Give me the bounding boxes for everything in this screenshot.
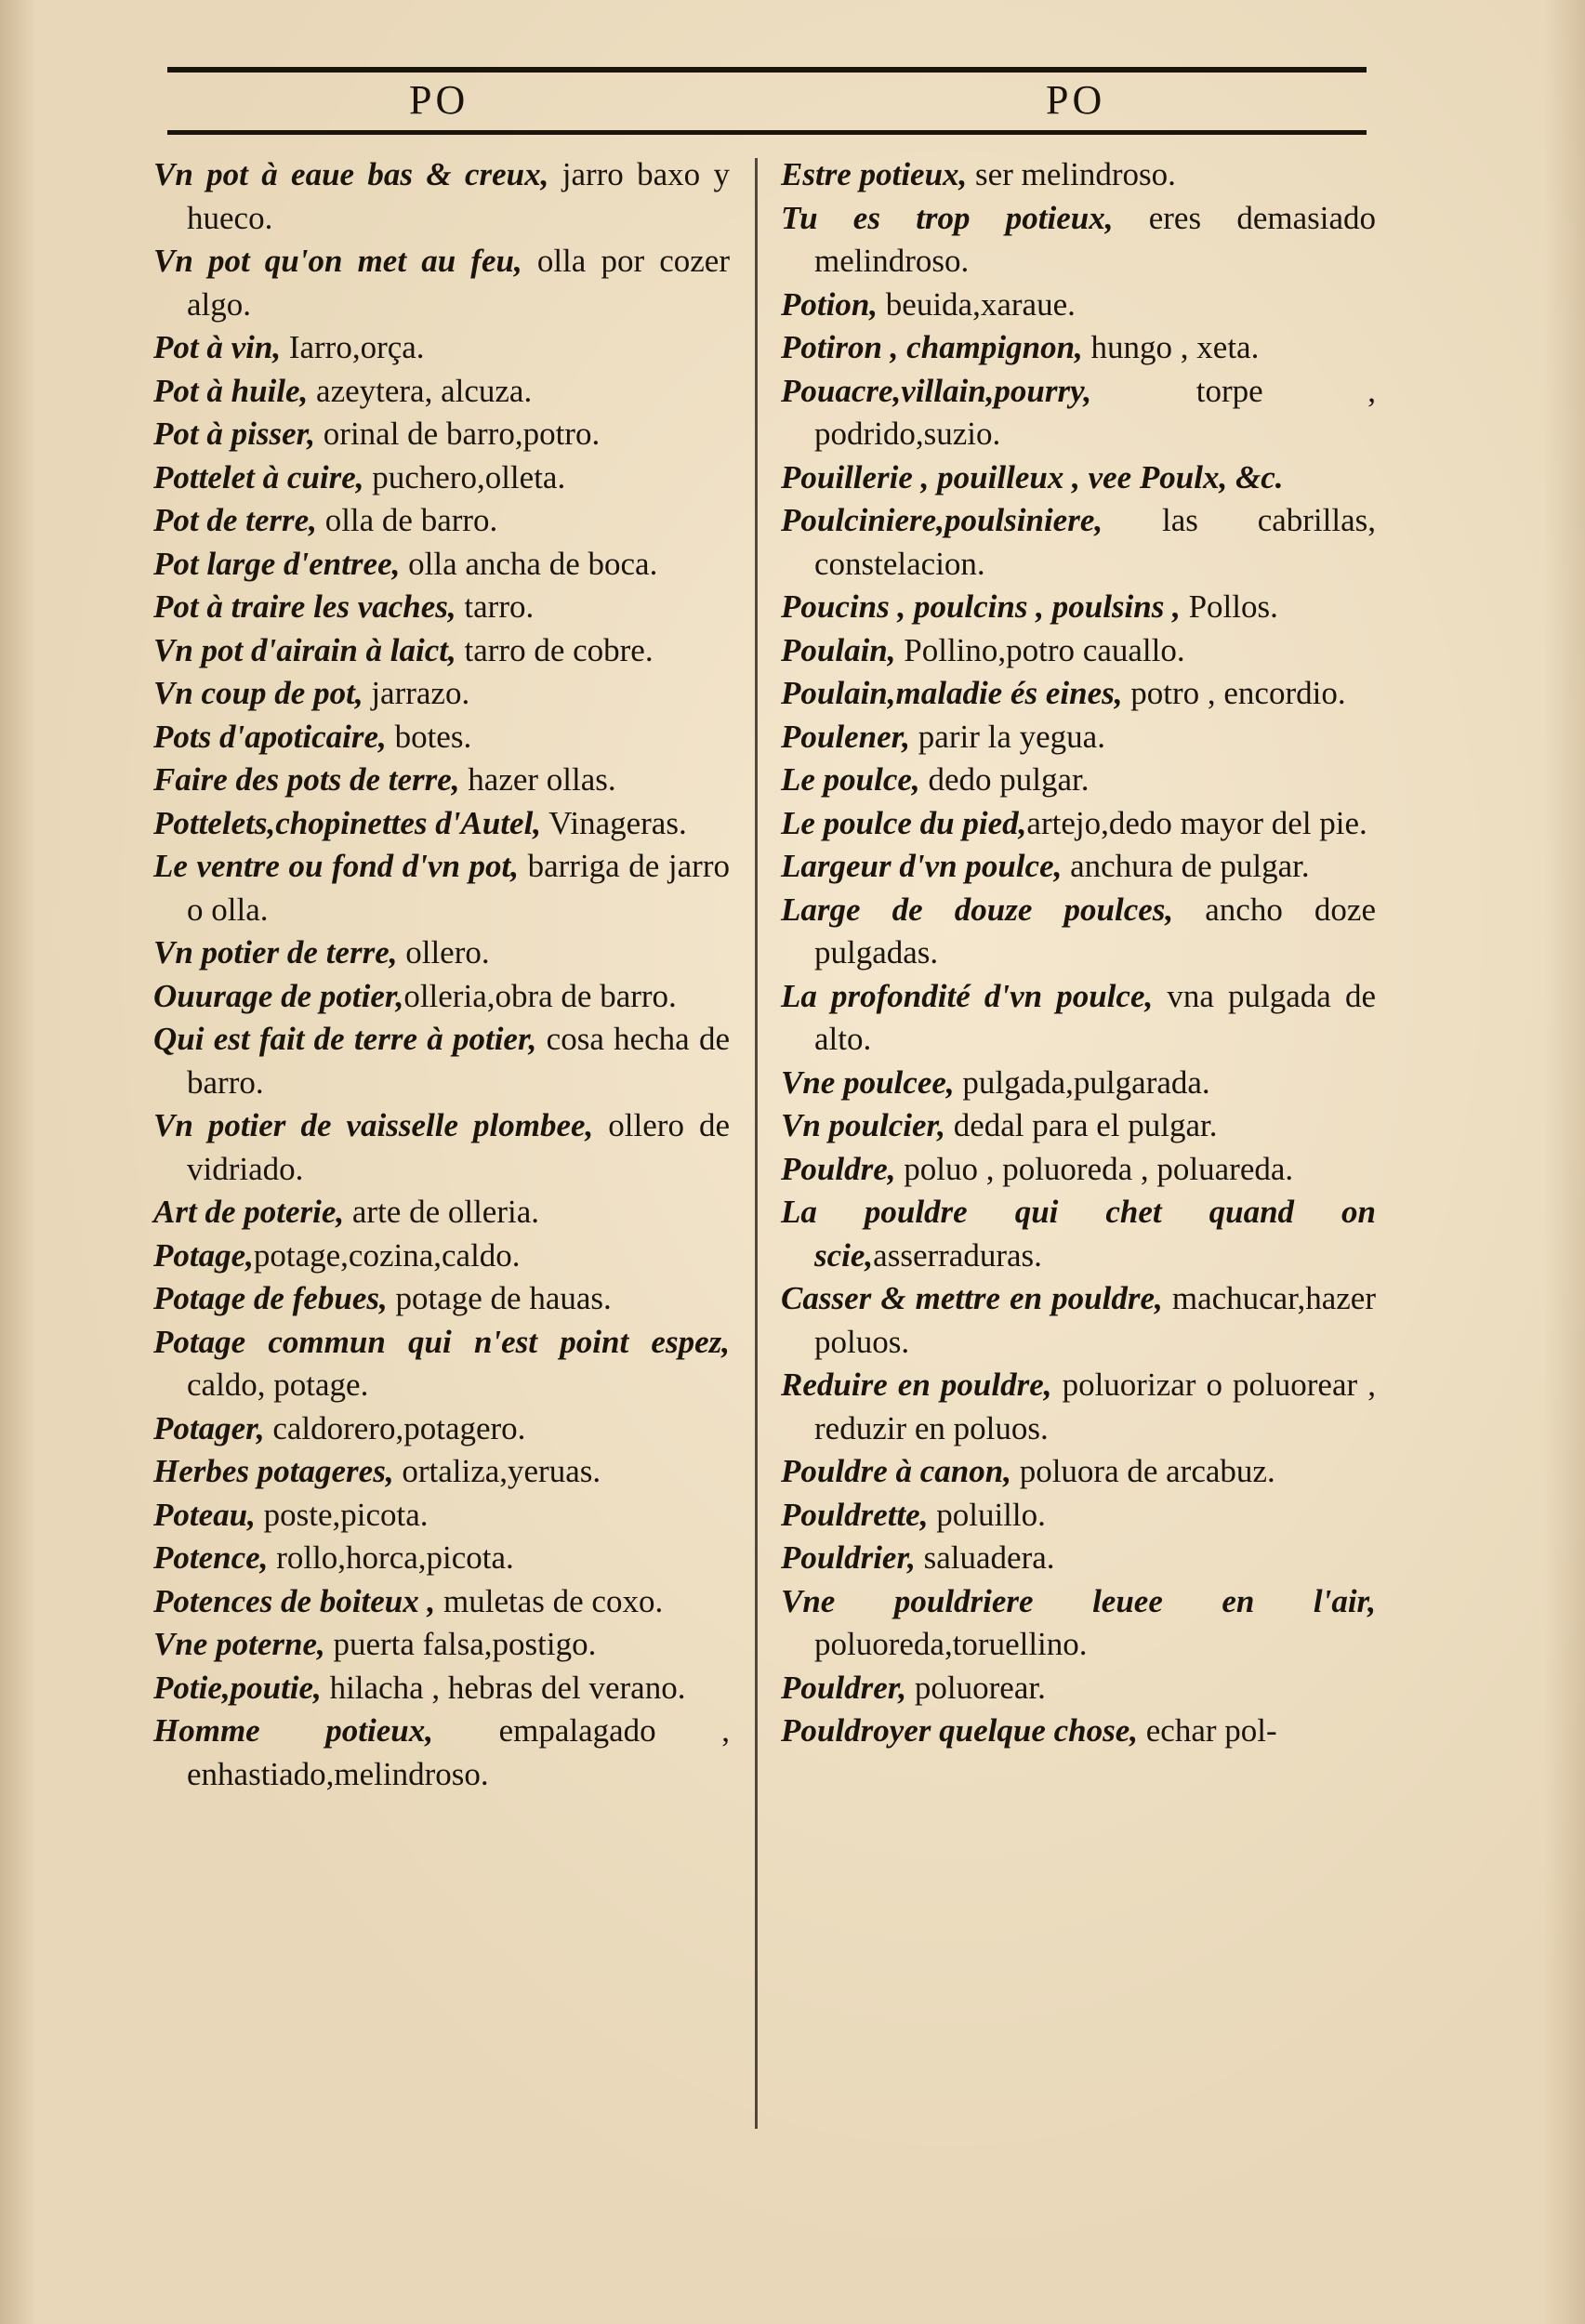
dictionary-entry bbox=[153, 1710, 730, 1796]
spanish-translation: olla ancha de boca. bbox=[400, 545, 658, 582]
french-headword: Pouldre à canon, bbox=[781, 1453, 1011, 1489]
spanish-translation: vna pulgada de alto. bbox=[814, 977, 1376, 1057]
spanish-translation: Pollino,potro cauallo. bbox=[895, 631, 1185, 668]
french-headword: Homme potieux, bbox=[153, 1712, 433, 1749]
french-headword: Vn potier de terre, bbox=[153, 934, 398, 971]
dictionary-entry bbox=[153, 629, 730, 673]
dictionary-entry bbox=[153, 326, 730, 370]
spanish-translation: hungo , xeta. bbox=[1082, 329, 1260, 365]
spanish-translation: jarrazo. bbox=[363, 675, 470, 711]
column-divider bbox=[755, 158, 758, 2129]
right-column bbox=[781, 153, 1376, 1753]
french-headword: Pouldre, bbox=[781, 1150, 896, 1187]
spanish-translation: artejo,dedo mayor del pie. bbox=[1026, 804, 1367, 841]
spanish-translation: dedal para el pulgar. bbox=[944, 1107, 1218, 1143]
dictionary-entry bbox=[153, 543, 730, 587]
dictionary-entry bbox=[781, 716, 1376, 759]
dictionary-entry bbox=[781, 326, 1376, 370]
spanish-translation: muletas de coxo. bbox=[435, 1582, 664, 1619]
french-headword: Poulain,maladie és eines, bbox=[781, 675, 1123, 711]
spanish-translation: tarro. bbox=[456, 588, 535, 625]
dictionary-entry bbox=[781, 1277, 1376, 1364]
dictionary-entry bbox=[781, 1148, 1376, 1192]
french-headword: Pouldrer, bbox=[781, 1669, 907, 1706]
dictionary-entry bbox=[153, 1494, 730, 1538]
spanish-translation: ancho doze pulgadas. bbox=[814, 891, 1376, 971]
french-headword: Herbes potageres, bbox=[153, 1453, 394, 1489]
dictionary-entry bbox=[153, 153, 730, 240]
spanish-translation: beuida,xaraue. bbox=[878, 285, 1076, 323]
french-headword: Pottelets,chopinettes d'Autel, bbox=[153, 804, 542, 841]
dictionary-entry bbox=[153, 1450, 730, 1494]
dictionary-entry bbox=[153, 845, 730, 931]
dictionary-entry bbox=[781, 629, 1376, 673]
header-rule-top bbox=[167, 67, 1367, 73]
french-headword: Pot à pisser, bbox=[153, 416, 316, 452]
french-headword: Poulener, bbox=[781, 718, 911, 755]
left-column bbox=[153, 153, 730, 1796]
dictionary-entry bbox=[781, 456, 1376, 500]
dictionary-entry bbox=[781, 1537, 1376, 1580]
french-headword: Pots d'apoticaire, bbox=[153, 718, 387, 755]
french-headword: Potiron , champignon, bbox=[781, 329, 1083, 365]
french-headword: Pouacre,villain,pourry, bbox=[781, 372, 1092, 409]
french-headword: Art de poterie, bbox=[153, 1194, 345, 1230]
spanish-translation: azeytera, alcuza. bbox=[308, 372, 533, 409]
french-headword: Pouldrette, bbox=[781, 1496, 929, 1533]
spanish-translation: las cabrillas, constelacion. bbox=[814, 502, 1376, 582]
french-headword: Pot de terre, bbox=[153, 502, 317, 538]
french-headword: Potage de febues, bbox=[153, 1280, 388, 1316]
running-head-right: PO bbox=[1046, 77, 1106, 123]
spanish-translation: ortaliza,yeruas. bbox=[393, 1453, 601, 1489]
spanish-translation: Vinageras. bbox=[541, 804, 687, 841]
dictionary-entry bbox=[781, 1062, 1376, 1105]
dictionary-entry bbox=[153, 1623, 730, 1667]
french-headword: Vn potier de vaisselle plombee, bbox=[153, 1107, 594, 1143]
spanish-translation: poste,picota. bbox=[255, 1496, 429, 1533]
french-headword: Le poulce, bbox=[781, 761, 920, 798]
french-headword: Poulain, bbox=[781, 631, 896, 668]
french-headword: Poteau, bbox=[153, 1496, 256, 1533]
french-headword: Potie,poutie, bbox=[153, 1669, 322, 1706]
spanish-translation: poluoreda,toruellino. bbox=[814, 1626, 1088, 1662]
spanish-translation: puchero,olleta. bbox=[363, 458, 566, 495]
spanish-translation: asserraduras. bbox=[873, 1236, 1042, 1274]
dictionary-entry bbox=[153, 1407, 730, 1451]
spanish-translation: arte de olleria. bbox=[344, 1194, 540, 1230]
french-headword: La pouldre qui chet quand on scie, bbox=[781, 1194, 1376, 1274]
spanish-translation: potage,cozina,caldo. bbox=[253, 1236, 521, 1274]
spanish-translation: hilacha , hebras del verano. bbox=[321, 1669, 686, 1706]
dictionary-entry bbox=[153, 586, 730, 629]
dictionary-entry bbox=[781, 672, 1376, 716]
spanish-translation: hazer ollas. bbox=[459, 761, 616, 798]
spanish-translation: empalagado , enhastiado,melindroso. bbox=[187, 1712, 731, 1792]
spanish-translation: poluo , poluoreda , poluareda. bbox=[895, 1150, 1294, 1187]
dictionary-entry bbox=[153, 716, 730, 759]
french-headword: Vne poulcee, bbox=[781, 1063, 955, 1101]
dictionary-entry bbox=[153, 499, 730, 543]
dictionary-entry bbox=[153, 370, 730, 414]
french-headword: Poucins , poulcins , poulsins , bbox=[781, 588, 1181, 625]
dictionary-entry bbox=[153, 1667, 730, 1710]
french-headword: Faire des pots de terre, bbox=[153, 761, 460, 798]
dictionary-entry bbox=[153, 931, 730, 975]
spanish-translation: Pollos. bbox=[1180, 588, 1278, 625]
french-headword: Potage commun qui n'est point espez, bbox=[153, 1323, 730, 1360]
french-headword: Large de douze poulces, bbox=[781, 891, 1174, 928]
french-headword: Pottelet à cuire, bbox=[153, 458, 364, 495]
french-headword: Potager, bbox=[153, 1409, 265, 1446]
dictionary-entry bbox=[153, 1537, 730, 1580]
french-headword: Pot large d'entree, bbox=[153, 545, 401, 582]
french-headword: Potences de boiteux , bbox=[153, 1582, 436, 1619]
french-headword: Pouldroyer quelque chose, bbox=[781, 1712, 1139, 1749]
spanish-translation: poluorear. bbox=[906, 1669, 1046, 1706]
spanish-translation: ollero. bbox=[397, 934, 490, 971]
french-headword: Potion, bbox=[781, 285, 878, 323]
french-headword: Le ventre ou fond d'vn pot, bbox=[153, 848, 520, 884]
french-headword: Vne poterne, bbox=[153, 1626, 325, 1662]
dictionary-entry bbox=[781, 370, 1376, 456]
dictionary-entry bbox=[781, 1710, 1376, 1753]
dictionary-entry bbox=[153, 413, 730, 456]
spanish-translation: olleria,obra de barro. bbox=[403, 977, 677, 1014]
dictionary-entry bbox=[781, 197, 1376, 284]
spanish-translation: cosa hecha de barro. bbox=[187, 1021, 730, 1101]
dictionary-entry bbox=[153, 975, 730, 1019]
spanish-translation: poluillo. bbox=[928, 1496, 1046, 1533]
dictionary-entry bbox=[153, 1191, 730, 1235]
french-headword: Ouurage de potier, bbox=[153, 977, 404, 1014]
dictionary-entry bbox=[153, 1104, 730, 1191]
dictionary-entry bbox=[781, 759, 1376, 802]
dictionary-entry bbox=[781, 975, 1376, 1062]
french-headword: Pouillerie , pouilleux , vee Poulx, &c. bbox=[781, 458, 1284, 495]
dictionary-entry bbox=[781, 586, 1376, 629]
french-headword: Vne pouldriere leuee en l'air, bbox=[781, 1582, 1376, 1619]
dictionary-entry bbox=[153, 759, 730, 802]
spanish-translation: olla de barro. bbox=[316, 502, 498, 538]
french-headword: Casser & mettre en pouldre, bbox=[781, 1280, 1163, 1316]
spanish-translation: olla por cozer algo. bbox=[187, 243, 730, 323]
dictionary-entry bbox=[781, 1191, 1376, 1277]
french-headword: Estre potieux, bbox=[781, 156, 968, 192]
spanish-translation: poluorizar o poluorear , reduzir en poluos. bbox=[814, 1367, 1376, 1446]
french-headword: Pot à vin, bbox=[153, 329, 282, 365]
spanish-translation: puerta falsa,postigo. bbox=[324, 1626, 597, 1662]
dictionary-entry bbox=[781, 1667, 1376, 1710]
french-headword: Potage, bbox=[153, 1236, 254, 1274]
dictionary-entry bbox=[781, 499, 1376, 586]
spanish-translation: Iarro,orça. bbox=[281, 329, 425, 365]
dictionary-entry bbox=[781, 889, 1376, 975]
french-headword: Qui est fait de terre à potier, bbox=[153, 1021, 537, 1057]
spanish-translation: caldo, potage. bbox=[187, 1367, 369, 1403]
dictionary-entry bbox=[153, 1235, 730, 1278]
dictionary-entry bbox=[781, 284, 1376, 327]
french-headword: Tu es trop potieux, bbox=[781, 199, 1114, 236]
spanish-translation: jarro baxo y hueco. bbox=[187, 156, 730, 236]
spanish-translation: pulgada,pulgarada. bbox=[954, 1063, 1210, 1101]
french-headword: Pouldrier, bbox=[781, 1539, 916, 1576]
dictionary-entry bbox=[153, 1277, 730, 1321]
dictionary-entry bbox=[153, 1018, 730, 1104]
spanish-translation: poluora de arcabuz. bbox=[1010, 1453, 1275, 1489]
dictionary-entry bbox=[781, 1580, 1376, 1667]
header-rule-bottom bbox=[167, 130, 1367, 135]
french-headword: Le poulce du pied, bbox=[781, 804, 1027, 841]
dictionary-entry bbox=[153, 802, 730, 846]
spanish-translation: potage de hauas. bbox=[387, 1280, 612, 1316]
french-headword: Pot à traire les vaches, bbox=[153, 588, 456, 625]
dictionary-entry bbox=[781, 1364, 1376, 1450]
dictionary-entry bbox=[781, 1450, 1376, 1494]
dictionary-entry bbox=[781, 1494, 1376, 1538]
dictionary-entry bbox=[781, 845, 1376, 889]
spanish-translation: torpe , podrido,suzio. bbox=[814, 372, 1376, 452]
french-headword: Vn pot d'airain à laict, bbox=[153, 631, 456, 668]
spanish-translation: tarro de cobre. bbox=[456, 631, 654, 668]
french-headword: Pot à huile, bbox=[153, 372, 309, 409]
french-headword: Vn pot à eaue bas & creux, bbox=[153, 156, 549, 192]
spanish-translation: ser melindroso. bbox=[967, 156, 1176, 192]
french-headword: La profondité d'vn poulce, bbox=[781, 977, 1154, 1014]
dictionary-entry bbox=[153, 456, 730, 500]
spanish-translation: caldorero,potagero. bbox=[264, 1409, 526, 1446]
spanish-translation: machucar,hazer poluos. bbox=[814, 1280, 1376, 1360]
french-headword: Potence, bbox=[153, 1539, 269, 1576]
spanish-translation: parir la yegua. bbox=[910, 718, 1105, 755]
running-head-left: PO bbox=[409, 77, 469, 123]
dictionary-entry bbox=[153, 240, 730, 326]
dictionary-entry bbox=[781, 1104, 1376, 1148]
french-headword: Poulciniere,poulsiniere, bbox=[781, 502, 1103, 538]
spanish-translation: echar pol- bbox=[1138, 1712, 1277, 1749]
french-headword: Reduire en pouldre, bbox=[781, 1367, 1052, 1403]
spanish-translation: saluadera. bbox=[915, 1539, 1055, 1576]
french-headword: Vn coup de pot, bbox=[153, 675, 363, 711]
dictionary-entry bbox=[153, 672, 730, 716]
spanish-translation: orinal de barro,potro. bbox=[315, 416, 601, 452]
spanish-translation: botes. bbox=[386, 718, 472, 755]
spanish-translation: dedo pulgar. bbox=[919, 761, 1090, 798]
dictionary-entry bbox=[153, 1321, 730, 1407]
spanish-translation: ollero de vidriado. bbox=[187, 1107, 730, 1187]
dictionary-entry bbox=[781, 153, 1376, 197]
french-headword: Largeur d'vn poulce, bbox=[781, 848, 1063, 884]
dictionary-entry bbox=[153, 1580, 730, 1624]
spanish-translation: rollo,horca,picota. bbox=[268, 1539, 514, 1576]
spanish-translation: potro , encordio. bbox=[1122, 675, 1346, 711]
dictionary-entry bbox=[781, 802, 1376, 846]
spanish-translation: anchura de pulgar. bbox=[1062, 848, 1310, 884]
french-headword: Vn pot qu'on met au feu, bbox=[153, 243, 522, 279]
spanish-translation: barriga de jarro o olla. bbox=[187, 848, 730, 928]
spanish-translation: eres demasiado melindroso. bbox=[814, 199, 1376, 279]
french-headword: Vn poulcier, bbox=[781, 1107, 945, 1143]
